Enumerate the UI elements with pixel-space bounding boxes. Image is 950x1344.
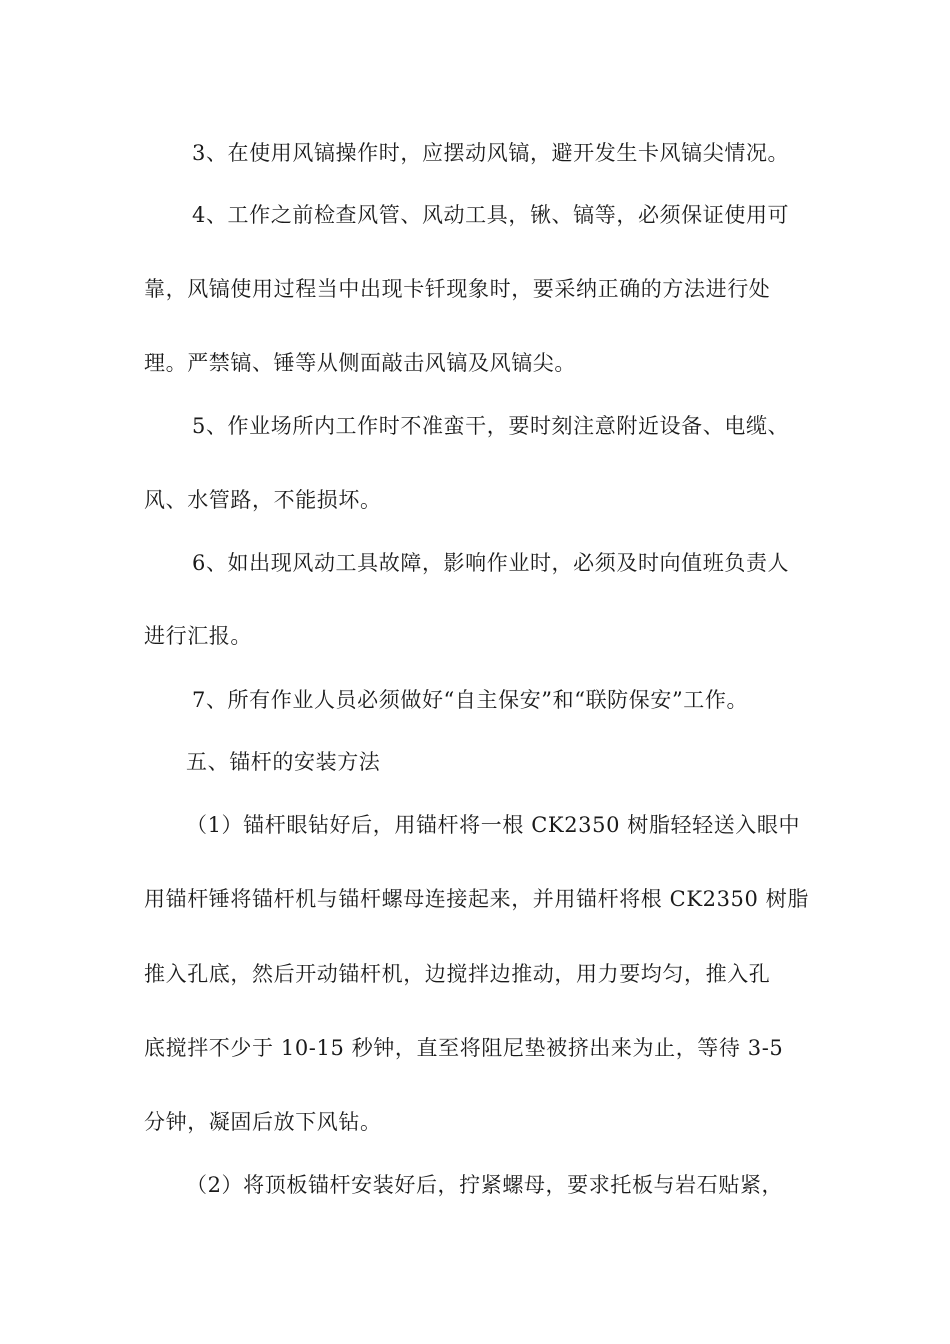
step-1-line-1: （1）锚杆眼钻好后，用锚杆将一根 CK2350 树脂轻轻送入眼中: [186, 813, 801, 837]
paragraph-7-line-1: 7、所有作业人员必须做好“自主保安”和“联防保安”工作。: [192, 688, 749, 712]
paragraph-4-line-1: 4、工作之前检查风管、风动工具，锹、镐等，必须保证使用可: [192, 203, 790, 227]
paragraph-3-line-1: 3、在使用风镐操作时，应摆动风镐，避开发生卡风镐尖情况。: [192, 141, 790, 165]
step-2-line-1: （2）将顶板锚杆安装好后，拧紧螺母，要求托板与岩石贴紧，: [186, 1173, 784, 1197]
step-1-line-4: 底搅拌不少于 10-15 秒钟，直至将阻尼垫被挤出来为止，等待 3-5: [144, 1036, 784, 1060]
paragraph-4-line-2: 靠，风镐使用过程当中出现卡钎现象时，要采纳正确的方法进行处: [144, 277, 771, 301]
paragraph-5-line-2: 风、水管路，不能损坏。: [144, 488, 382, 512]
step-1-line-3: 推入孔底，然后开动锚杆机，边搅拌边推动，用力要均匀，推入孔: [144, 962, 771, 986]
section-heading: 五、锚杆的安装方法: [186, 750, 381, 774]
paragraph-6-line-2: 进行汇报。: [144, 624, 252, 648]
paragraph-6-line-1: 6、如出现风动工具故障，影响作业时，必须及时向值班负责人: [192, 551, 790, 575]
paragraph-5-line-1: 5、作业场所内工作时不准蛮干，要时刻注意附近设备、电缆、: [192, 414, 790, 438]
step-1-line-5: 分钟，凝固后放下风钻。: [144, 1110, 382, 1134]
paragraph-4-line-3: 理。严禁镐、锤等从侧面敲击风镐及风镐尖。: [144, 351, 576, 375]
step-1-line-2: 用锚杆锤将锚杆机与锚杆螺母连接起来，并用锚杆将根 CK2350 树脂: [144, 887, 809, 911]
